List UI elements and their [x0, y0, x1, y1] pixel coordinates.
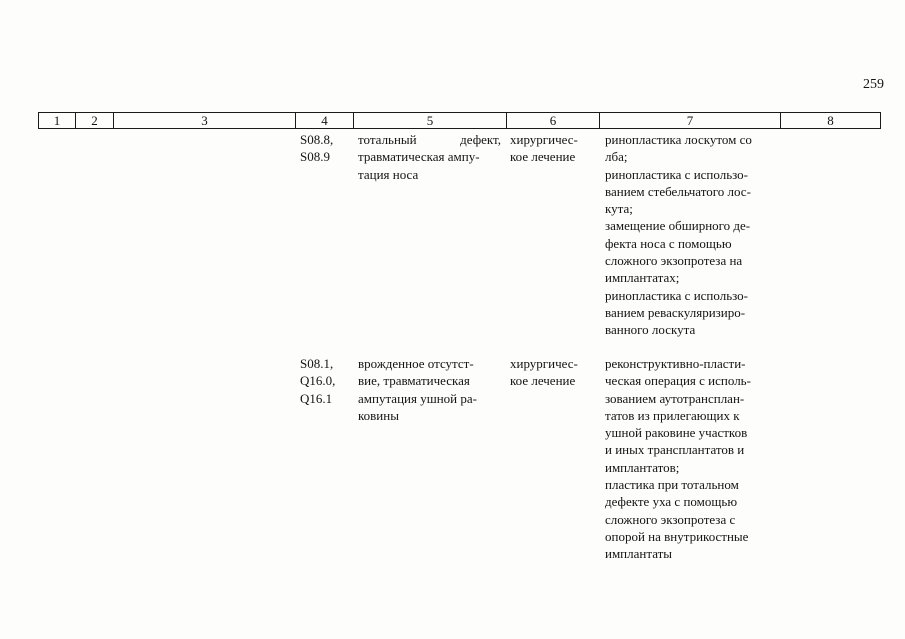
row-1-patient-model: тотальный дефект, травматическая ампу- тация носа — [358, 132, 501, 182]
header-cell-4: 4 — [296, 113, 354, 129]
row-2-diagnosis-codes: S08.1, Q16.0, Q16.1 — [300, 356, 336, 406]
column-number-header — [38, 112, 881, 129]
row-2-treatment-type: хирургичес- кое лечение — [510, 356, 578, 389]
row-1-diagnosis-codes: S08.8, S08.9 — [300, 132, 334, 165]
header-cell-7: 7 — [600, 113, 781, 129]
header-cell-1: 1 — [39, 113, 76, 129]
row-2-patient-model: врожденное отсутст- вие, травматическая ампутация ушной ра- ковины — [358, 356, 477, 423]
header-cell-6: 6 — [507, 113, 600, 129]
header-cell-8: 8 — [781, 113, 881, 129]
row-1-treatment-method: ринопластика лоскутом со лба; ринопластика с использо- ванием стебельчатого лос- кута; замещение обширного де- фекта носа с помощью сложного экзопротеза на имплантатах; ринопластика с использо- ванием реваскуляризиро- ванного лоскута — [605, 132, 752, 338]
header-cell-5: 5 — [354, 113, 507, 129]
page-number: 259 — [863, 77, 884, 92]
row-2-treatment-method: реконструктивно-пласти- ческая операция с исполь- зованием аутотрансплан- татов из прилегающих к ушной раковине участков и иных трансплантатов и имплантатов; пластика при тотальном дефекте уха с помощью сложного экзопротеза с опорой на внутрикостные имплантаты — [605, 356, 751, 562]
header-cell-2: 2 — [76, 113, 114, 129]
row-1-treatment-type: хирургичес- кое лечение — [510, 132, 578, 165]
header-cell-3: 3 — [114, 113, 296, 129]
